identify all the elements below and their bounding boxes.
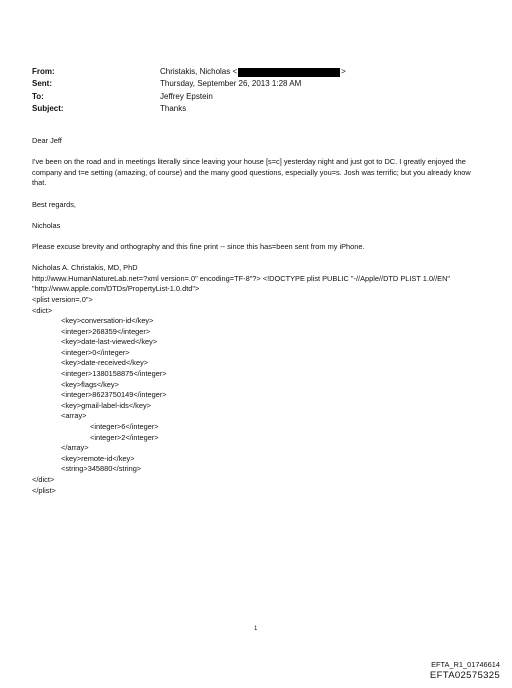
sent-row (32, 78, 472, 90)
mobile-note: Please excuse brevity and orthography and this fine print -- since this has=been sent from my iPhone. (32, 241, 365, 251)
plist-line: <key>date-last-viewed</key> (61, 337, 158, 347)
to-row (32, 91, 472, 103)
subject-value: Thanks (160, 104, 187, 114)
plist-line: <integer>2</integer> (90, 432, 159, 442)
email-header (32, 66, 472, 116)
from-name: Christakis, Nicholas < (160, 67, 238, 76)
to-value: Jeffrey Epstein (160, 91, 213, 101)
plist-line: <integer>1380158875</integer> (61, 369, 167, 379)
plist-line: </array> (61, 443, 89, 453)
plist-line: <integer>6</integer> (90, 422, 159, 432)
plist-line: <key>date-received</key> (61, 358, 149, 368)
paragraph: I've been on the road and in meetings literally since leaving your house [s=c] yesterday night and just got to DC. I greatly enjoyed the company and t=e setting (amazing, of course) and the many good questions, especially you=s. Josh was terrific; but you already know that. (32, 157, 471, 188)
subject-row (32, 103, 472, 115)
plist-line: <integer>268359</integer> (61, 326, 151, 336)
sent-label: Sent: (32, 79, 52, 89)
plist-line: <plist version=.0"> (32, 294, 93, 304)
plist-line: <integer>8623750149</integer> (61, 390, 167, 400)
redaction-box (238, 68, 340, 77)
plist-line: <key>flags</key> (61, 379, 119, 389)
from-row (32, 66, 472, 78)
plist-line: <key>remote-id</key> (61, 453, 135, 463)
signature-xml: http://www.HumanNatureLab.net=?xml version=.0" encoding=TF-8"?> <!DOCTYPE plist PUBLIC "-//Apple//DTD PLIST 1.0//EN" "http://www.apple.com/DTDs/PropertyList-1.0.dtd"> (32, 273, 451, 294)
plist-line: </dict> (32, 475, 55, 484)
plist-line: <string>345880</string> (61, 464, 142, 474)
plist-line: <integer>0</integer> (61, 347, 130, 357)
subject-label: Subject: (32, 104, 64, 114)
from-suffix: > (341, 67, 346, 76)
closing: Best regards, (32, 199, 76, 209)
plist-line: <array> (61, 411, 87, 421)
signoff: Nicholas (32, 220, 61, 230)
bates-number-secondary: EFTA02575325 (429, 670, 500, 681)
plist-line: <key>gmail-label-ids</key> (61, 400, 151, 410)
plist-line: <key>conversation-id</key> (61, 316, 154, 326)
signature-name: Nicholas A. Christakis, MD, PhD (32, 263, 138, 273)
page-number: 1 (254, 626, 258, 632)
sent-value: Thursday, September 26, 2013 1:28 AM (160, 79, 302, 89)
email-body (32, 136, 482, 496)
plist-block (32, 295, 482, 496)
to-label: To: (32, 91, 44, 101)
plist-line: <dict> (32, 305, 53, 315)
from-value (160, 66, 472, 78)
greeting: Dear Jeff (32, 136, 62, 145)
bates-number-primary: EFTA_R1_01746614 (431, 660, 500, 669)
from-label: From: (32, 67, 55, 76)
plist-line: </plist> (32, 485, 56, 495)
